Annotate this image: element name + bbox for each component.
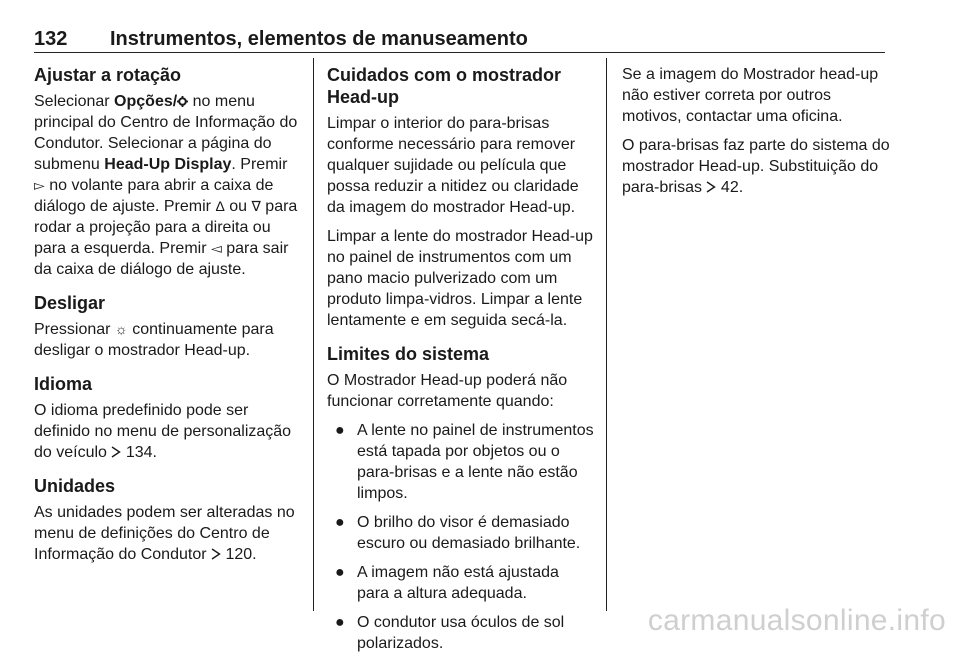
page-reference-icon[interactable]: [111, 444, 121, 460]
back-icon: ◅: [210, 240, 222, 256]
text: O idioma predefinido pode ser definido no menu de personalização do veículo: [34, 402, 292, 461]
text: . Premir: [231, 156, 288, 173]
text: para rodar a projeção para a direita ou para a esquerda. Premir: [34, 198, 298, 257]
list-item: [327, 512, 595, 554]
column-divider: [606, 58, 607, 611]
list-item-text: A imagem não está ajustada para a altura adequada.: [357, 564, 559, 602]
text: continuamente para desligar o mostrador Head-up.: [34, 321, 274, 359]
bullet: ●: [335, 614, 345, 631]
bullet: ●: [335, 514, 345, 531]
paragraph-windscreen: [622, 135, 890, 198]
heading-adjust-rotation: Ajustar a rotação: [34, 65, 182, 85]
page-number: 132: [34, 28, 68, 50]
heading-care: Cuidados com o mostrador Head-up: [327, 65, 562, 107]
text: Pressionar: [34, 321, 115, 338]
paragraph-care-1: Limpar o interior do para-brisas conforme necessário para remover qualquer sujidade ou película que possa reduzir a nitidez ou claridade da imagem do mostrador Head-up.: [327, 115, 579, 216]
list-item: [327, 612, 595, 654]
paragraph-units: [34, 502, 302, 565]
list-item-text: O condutor usa óculos de sol polarizados.: [357, 614, 565, 652]
text: para sair da caixa de diálogo de ajuste.: [34, 240, 289, 278]
page-reference-icon[interactable]: [706, 179, 716, 195]
text: Selecionar: [34, 93, 115, 110]
page-reference-icon[interactable]: [211, 546, 221, 562]
up-icon: Δ: [215, 198, 225, 214]
paragraph-incorrect-image: Se a imagem do Mostrador head-up não estiver correta por outros motivos, contactar uma oficina.: [622, 66, 879, 125]
heading-switch-off: Desligar: [34, 293, 106, 313]
bullet: ●: [335, 422, 345, 439]
column-divider: [313, 58, 314, 611]
heading-units: Unidades: [34, 476, 116, 496]
paragraph-care-2: Limpar a lente do mostrador Head-up no painel de instrumentos com um pano macio pulverizado com um produto limpa-vidros. Limpar a lente lentamente e em seguida secá-la.: [327, 228, 593, 329]
light-icon: ☼: [114, 321, 128, 337]
list-item-text: O brilho do visor é demasiado escuro ou demasiado brilhante.: [357, 514, 581, 552]
heading-system-limits: Limites do sistema: [327, 344, 490, 364]
text: As unidades podem ser alteradas no menu de definições do Centro de Informação do Condutor: [34, 504, 295, 563]
watermark: carmanualsonline.info: [647, 604, 946, 637]
text: O para-brisas faz parte do sistema do mostrador Head-up. Substituição do para-brisas: [622, 137, 890, 196]
column-2: [327, 64, 595, 662]
submenu-head-up-display-label: Head-Up Display: [104, 156, 232, 173]
separator: /: [172, 93, 178, 110]
page-reference[interactable]: 134.: [121, 444, 157, 461]
limits-list: [327, 420, 595, 654]
play-right-icon: ▻: [34, 177, 45, 193]
paragraph-language: [34, 400, 302, 463]
column-3: [622, 64, 890, 206]
paragraph-switch-off: [34, 319, 302, 361]
text: no menu principal do Centro de Informação do Condutor. Selecionar a página do submenu: [34, 93, 298, 173]
list-item: [327, 420, 595, 504]
gear-icon: [177, 93, 188, 110]
paragraph-adjust-rotation: [34, 91, 302, 280]
page-header: [34, 26, 885, 53]
heading-language: Idioma: [34, 374, 93, 394]
paragraph-system-limits: O Mostrador Head-up poderá não funcionar corretamente quando:: [327, 372, 568, 410]
page-reference[interactable]: 120.: [221, 546, 257, 563]
bullet: ●: [335, 564, 345, 581]
down-icon: ∇: [251, 198, 261, 214]
text: no volante para abrir a caixa de diálogo de ajuste. Premir: [34, 177, 274, 215]
column-1: [34, 64, 302, 573]
page-reference[interactable]: 42.: [716, 179, 744, 196]
text: ou: [224, 198, 252, 215]
list-item-text: A lente no painel de instrumentos está tapada por objetos ou o para-brisas e a lente não estão limpos.: [357, 422, 594, 502]
menu-options-label: Opções: [114, 93, 173, 110]
chapter-title: Instrumentos, elementos de manuseamento: [110, 28, 528, 50]
list-item: [327, 562, 595, 604]
